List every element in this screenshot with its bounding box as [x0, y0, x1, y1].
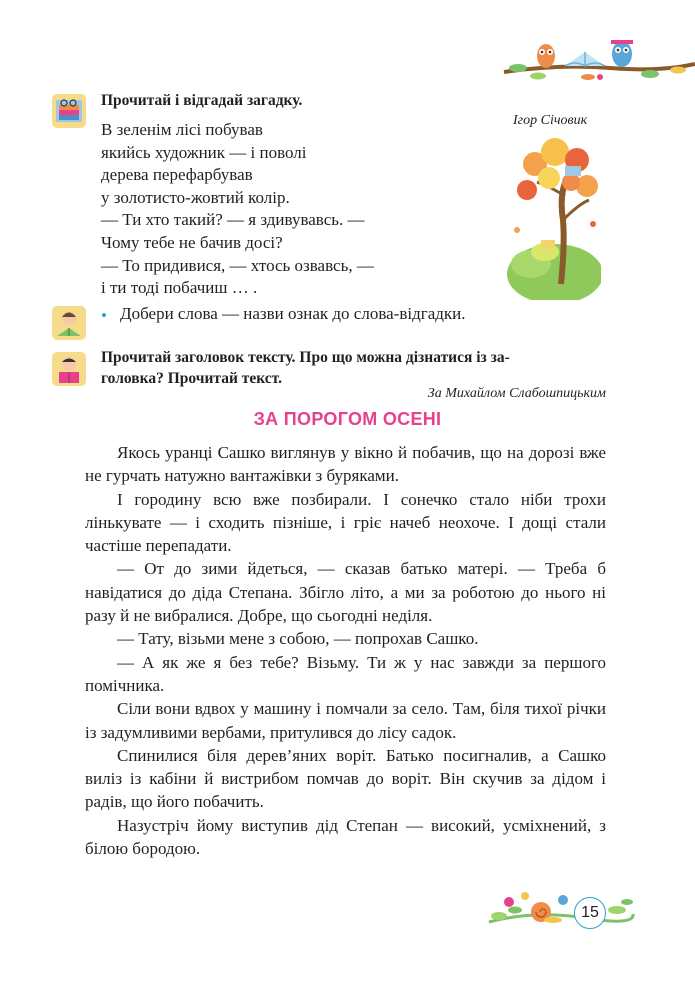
owls-branch-decoration — [500, 30, 695, 85]
task3-line-2: головка? Прочитай текст. — [101, 370, 282, 387]
story-paragraph: — От до зими йдеться, — сказав батько матері. — Треба б навідатися до діда Степана. Збігло літо, а ми за роботою до нього ні разу й не вибралися. Добре, що сьогодні неділя. — [85, 559, 606, 626]
poem-line: дерева перефарбував — [101, 165, 253, 185]
poem-line: — Ти хто такий? — я здивувавсь. — — [101, 210, 365, 230]
poem-line: у золотисто-жовтий колір. — [101, 187, 290, 207]
story-paragraph: — А як же я без тебе? Візьму. Ти ж у нас завжди за першого помічника. — [85, 652, 606, 695]
story-paragraph: Сіли вони вдвох у машину і помчали за село. Там, біля тихої річки із задумливими вербами, притулився до лісу садок. — [85, 699, 606, 742]
reading-boy-icon — [52, 352, 86, 386]
story-paragraph: Назустріч йому виступив дід Степан — високий, усміхнений, з білою бородою. — [85, 815, 606, 859]
poem-line: — То придивися, — хтось озвавсь, — — [101, 255, 374, 275]
task2-bullet: • — [101, 306, 107, 325]
books-and-glasses-icon — [52, 94, 86, 128]
poem-line: і ти тоді побачиш … . — [101, 278, 258, 298]
story-text — [85, 441, 606, 860]
story-paragraph: І городину всю вже позбирали. І сонечко стало ніби трохи лінькувате — і сходить пізніше, і гріє начеб неохоче. І дощі стали частіше перепадати. — [85, 489, 606, 556]
story-paragraph: — Тату, візьми мене з собою, — попрохав Сашко. — [117, 629, 479, 649]
poem-line: якийсь художник — і поволі — [101, 142, 307, 162]
task3-instruction — [101, 347, 606, 389]
task2-instruction: Добери слова — назви ознак до слова-відгадки. — [120, 304, 466, 323]
task3-line-1: Прочитай заголовок тексту. Про що можна дізнатися із за- — [101, 349, 510, 366]
story-author: За Михайлом Слабошпицьким — [427, 386, 606, 401]
story-paragraph: Якось уранці Сашко виглянув у вікно й побачив, що на дорозі вже не гурчать натужно вантажівки з буряками. — [85, 443, 606, 486]
autumn-tree-illustration — [505, 134, 601, 300]
reading-girl-icon — [52, 306, 86, 340]
page-number: 15 — [574, 897, 606, 929]
poem-line: В зеленім лісі побував — [101, 120, 263, 139]
flowers-snail-decoration — [485, 880, 635, 930]
poem-author: Ігор Січовик — [513, 113, 588, 128]
story-title: ЗА ПОРОГОМ ОСЕНІ — [253, 409, 442, 429]
poem-line: Чому тебе не бачив досі? — [101, 232, 283, 252]
riddle-poem — [101, 119, 374, 300]
story-paragraph: Спинилися біля дерев’яних воріт. Батько посигналив, а Сашко виліз із кабіни й вистрибом помчав до воріт. Він скучив за дідом і радів, що його побачить. — [85, 745, 606, 812]
task1-instruction: Прочитай і відгадай загадку. — [101, 92, 303, 109]
